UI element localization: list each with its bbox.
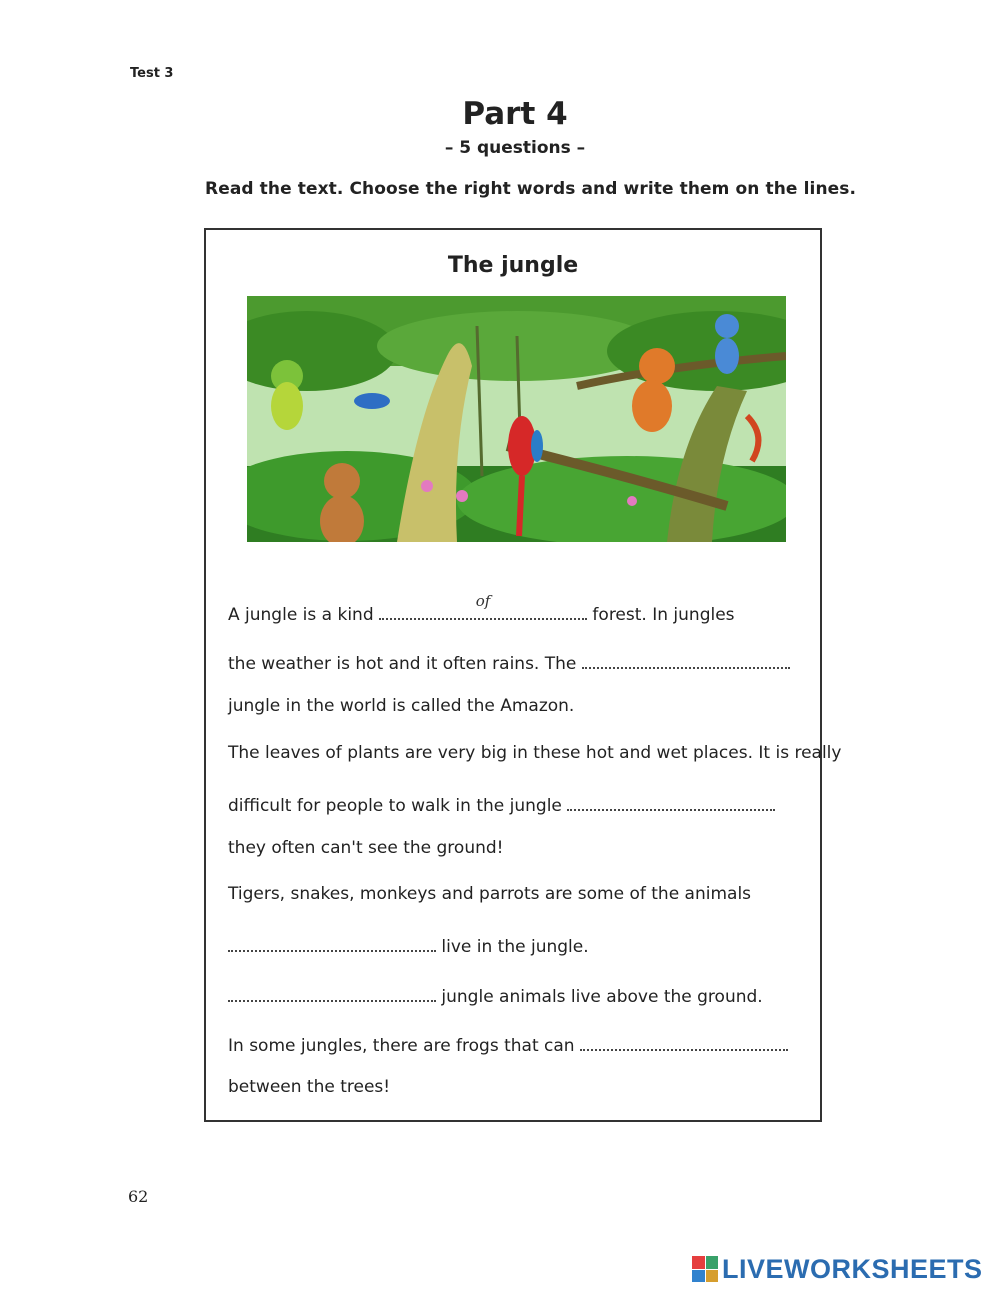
line-text: The leaves of plants are very big in these hot and wet places. It is really	[228, 743, 842, 763]
story-line	[228, 592, 735, 625]
example-answer: of	[475, 592, 491, 610]
instructions: Read the text. Choose the right words and write them on the lines.	[205, 179, 857, 199]
line-text: jungle in the world is called the Amazon.	[228, 696, 575, 716]
line-text: In some jungles, there are frogs that can	[228, 1036, 580, 1056]
jungle-illustration	[247, 296, 786, 542]
story-line	[228, 884, 751, 904]
test-label: Test 3	[130, 66, 174, 81]
line-text: A jungle is a kind	[228, 605, 380, 625]
story-line	[228, 649, 790, 674]
story-line	[228, 838, 503, 858]
answer-gap-4[interactable]	[228, 982, 436, 1002]
line-text: forest. In jungles	[587, 605, 735, 625]
answer-gap-1[interactable]	[582, 649, 790, 669]
line-text: jungle animals live above the ground.	[436, 987, 763, 1007]
page-number: 62	[128, 1187, 149, 1206]
line-text: they often can't see the ground!	[228, 838, 504, 858]
answer-gap-2[interactable]	[567, 791, 775, 811]
liveworksheets-brand	[692, 1254, 983, 1284]
story-line	[228, 932, 589, 957]
answer-gap-3[interactable]	[228, 932, 436, 952]
story-title: The jungle	[447, 253, 579, 278]
story-line	[228, 743, 841, 763]
liveworksheets-logo-icon	[692, 1256, 718, 1282]
story-line	[228, 791, 775, 816]
story-line	[228, 696, 574, 716]
line-text: the weather is hot and it often rains. The	[228, 654, 582, 674]
line-text: live in the jungle.	[436, 937, 589, 957]
brand-name: LIVEWORKSHEETS	[722, 1253, 983, 1284]
story-line	[228, 1077, 390, 1097]
line-text: Tigers, snakes, monkeys and parrots are some of the animals	[228, 884, 752, 904]
answer-gap-example[interactable]	[379, 592, 587, 620]
part-subtitle: – 5 questions –	[444, 138, 586, 158]
line-text: difficult for people to walk in the jungle	[228, 796, 568, 816]
story-line	[228, 1031, 788, 1056]
line-text: between the trees!	[228, 1077, 391, 1097]
answer-gap-5[interactable]	[580, 1031, 788, 1051]
story-line	[228, 982, 763, 1007]
part-title: Part 4	[462, 96, 568, 132]
